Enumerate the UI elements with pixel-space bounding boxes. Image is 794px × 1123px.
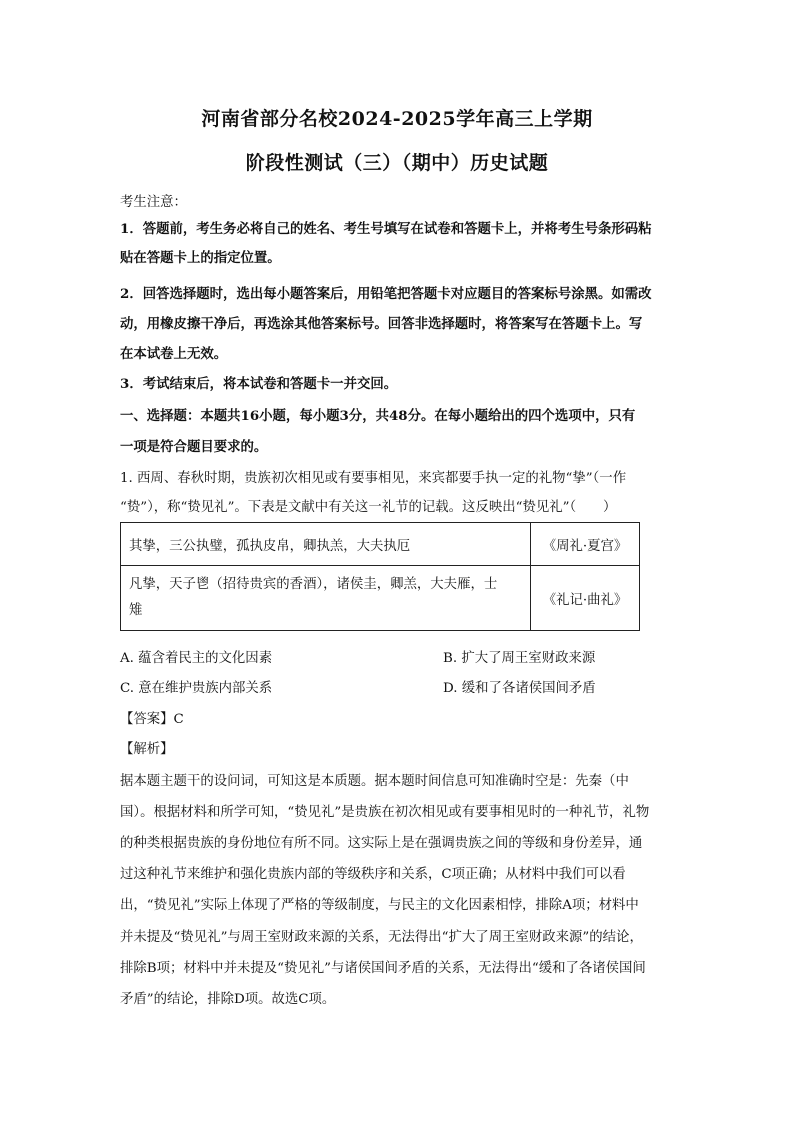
analysis-line: 出，“贽见礼”实际上体现了严格的等级制度，与民主的文化因素相悖，排除A项；材料中 [120, 898, 639, 913]
table-cell-text: 其挚，三公执璧，孤执皮帛，卿执羔，大夫执厄 [121, 523, 531, 566]
section-heading-line2: 一项是符合题目要求的。 [120, 439, 268, 455]
option-d: D. 缓和了各诸侯国间矛盾 [443, 681, 596, 696]
analysis-line: 排除B项；材料中并未提及“贽见礼”与诸侯国间矛盾的关系，无法得出“缓和了各诸侯国间 [120, 961, 646, 976]
notice-item-3: 3．考试结束后，将本试卷和答题卡一并交回。 [120, 376, 398, 392]
table-cell-text-line1: 凡挚，天子鬯（招待贵宾的香酒），诸侯圭，卿羔，大夫雁，士 [129, 577, 498, 592]
table-cell-text-line2: 雉 [129, 603, 143, 618]
table-cell-source: 《礼记·曲礼》 [531, 566, 640, 631]
analysis-heading: 【解析】 [120, 742, 174, 757]
table-cell-source: 《周礼·夏宫》 [531, 523, 640, 566]
notice-item-2-line1: 2．回答选择题时，选出每小题答案后，用铅笔把答题卡对应题目的答案标号涂黑。如需改 [120, 286, 652, 302]
table-row [121, 566, 640, 631]
option-a: A. 蕴含着民主的文化因素 [120, 651, 273, 666]
table-cell-text [121, 566, 531, 631]
analysis-line: 过这种礼节来维护和强化贵族内部的等级秩序和关系，C项正确；从材料中我们可以看 [120, 867, 626, 882]
table-row [121, 523, 640, 566]
exam-subtitle: 阶段性测试（三）（期中）历史试题 [245, 152, 549, 174]
option-b: B. 扩大了周王室财政来源 [443, 651, 596, 666]
analysis-line: 国）。根据材料和所学可知，“贽见礼”是贵族在初次相见或有要事相见时的一种礼节，礼物 [120, 805, 650, 820]
question-stem-line1: 1. 西周、春秋时期，贵族初次相见或有要事相见，来宾都要手执一定的礼物“挚”（一作 [120, 471, 627, 486]
section-heading-line1: 一、选择题：本题共16小题，每小题3分，共48分。在每小题给出的四个选项中，只有 [120, 408, 636, 424]
question-stem-line2: “贽”），称“贽见礼”。下表是文献中有关这一礼节的记载。这反映出“贽见礼”（ ） [120, 500, 617, 515]
source-table [120, 522, 640, 631]
analysis-line: 的种类根据贵族的身份地位有所不同。这实际上是在强调贵族之间的等级和身份差异，通 [120, 836, 643, 851]
notice-item-2-line2: 动，用橡皮擦干净后，再选涂其他答案标号。回答非选择题时，将答案写在答题卡上。写 [120, 316, 643, 332]
notice-item-1-line1: 1．答题前，考生务必将自己的姓名、考生号填写在试卷和答题卡上，并将考生号条形码粘 [120, 221, 652, 237]
option-c: C. 意在维护贵族内部关系 [120, 681, 273, 696]
answer-label: 【答案】C [120, 712, 184, 727]
notice-item-2-line3: 在本试卷上无效。 [120, 346, 228, 362]
analysis-line: 矛盾”的结论，排除D项。故选C项。 [120, 992, 336, 1007]
notice-item-1-line2: 贴在答题卡上的指定位置。 [120, 250, 281, 266]
analysis-line: 并未提及“贽见礼”与周王室财政来源的关系，无法得出“扩大了周王室财政来源”的结论， [120, 930, 643, 945]
exam-title: 河南省部分名校2024-2025学年高三上学期 [201, 108, 593, 130]
notice-heading: 考生注意： [120, 195, 187, 210]
analysis-line: 据本题主题干的设问词，可知这是本质题。据本题时间信息可知准确时空是：先秦（中 [120, 774, 629, 789]
